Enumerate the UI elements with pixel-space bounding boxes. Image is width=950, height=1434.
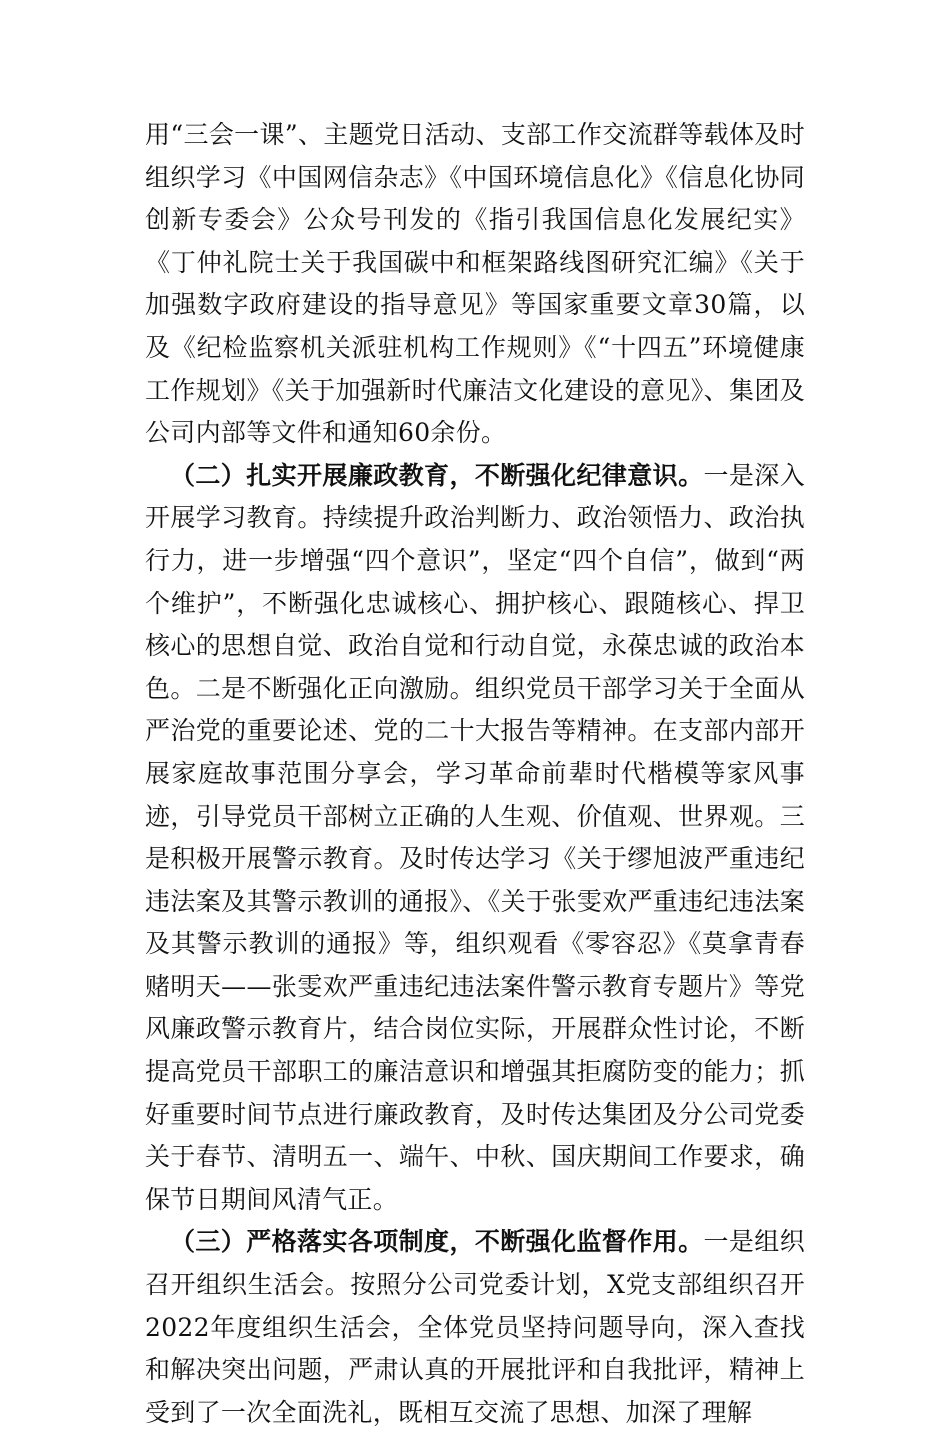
paragraph-body: 一是深入开展学习教育。持续提升政治判断力、政治领悟力、政治执行力，进一步增强“四个意识”，坚定“四个自信”，做到“两个维护”，不断强化忠诚核心、拥护核心、跟随核心、捍卫核心的思想自觉、政治自觉和行动自觉，永葆忠诚的政治本色。二是不断强化正向激励。组织党员干部学习关于全面从严治党的重要论述、党的二十大报告等精神。在支部内部开展家庭故事范围分享会，学习革命前辈时代楷模等家风事迹，引导党员干部树立正确的人生观、价值观、世界观。三是积极开展警示教育。及时传达学习《关于缪旭波严重违纪违法案及其警示教训的通报》、《关于张雯欢严重违纪违法案及其警示教训的通报》等，组织观看《零容忍》《莫拿青春赌明天——张雯欢严重违纪违法案件警示教育专题片》等党风廉政警示教育片，结合岗位实际，开展群众性讨论，不断提高党员干部职工的廉洁意识和增强其拒腐防变的能力；抓好重要时间节点进行廉政教育，及时传达集团及分公司党委关于春节、清明五一、端午、中秋、国庆期间工作要求，确保节日期间风清气正。 <box>145 460 805 1214</box>
paragraph-body: 一是组织召开组织生活会。按照分公司党委计划，X党支部组织召开2022年度组织生活会，全体党员坚持问题导向，深入查找和解决突出问题，严肃认真的开展批评和自我批评，精神上受到了一次全面洗礼，既相互交流了思想、加深了理解 <box>145 1227 805 1427</box>
document-body <box>145 114 805 1434</box>
paragraph-study-materials <box>145 114 805 455</box>
section-heading: （二）扎实开展廉政教育，不断强化纪律意识。 <box>170 460 704 490</box>
section-heading: （三）严格落实各项制度，不断强化监督作用。 <box>170 1227 704 1257</box>
paragraph-body: 用“三会一课”、主题党日活动、支部工作交流群等载体及时组织学习《中国网信杂志》《中国环境信息化》《信息化协同创新专委会》公众号刊发的《指引我国信息化发展纪实》《丁仲礼院士关于我国碳中和框架路线图研究汇编》《关于加强数字政府建设的指导意见》等国家重要文章30篇，以及《纪检监察机关派驻机构工作规则》《“十四五”环境健康工作规划》《关于加强新时代廉洁文化建设的意见》、集团及公司内部等文件和通知60余份。 <box>145 120 805 448</box>
paragraph-system-implementation <box>145 1221 805 1434</box>
paragraph-integrity-education <box>145 455 805 1222</box>
